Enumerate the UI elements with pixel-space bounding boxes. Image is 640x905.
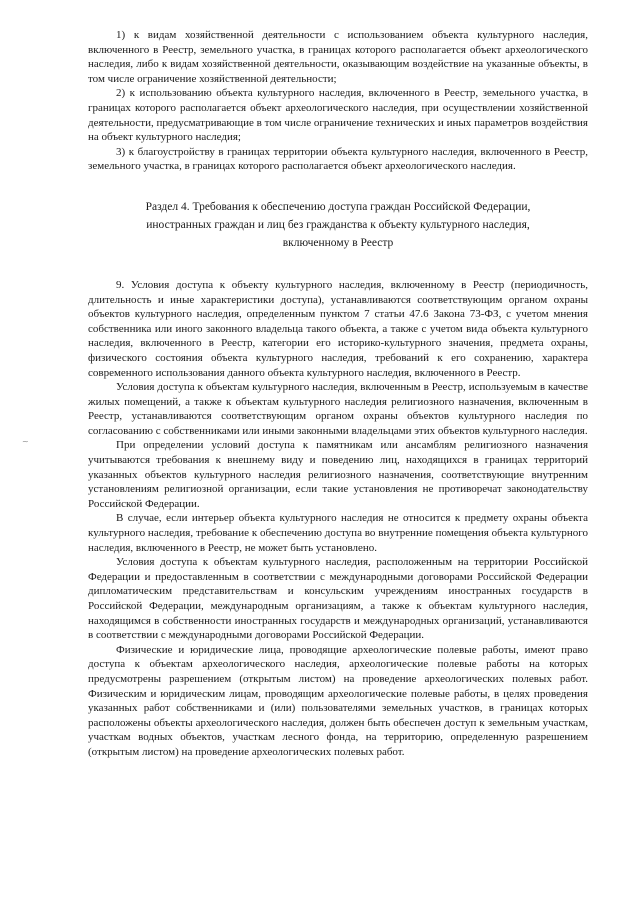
section-heading-line-1: Раздел 4. Требования к обеспечению доступа граждан Российской Федерации, [145, 200, 531, 213]
paragraph-9: 9. Условия доступа к объекту культурного наследия, включенному в Реестр (периодичность, длительность и иные характеристики доступа), устанавливаются соответствующим органом охраны объектов культурного наследия, определенным пунктом 7 статьи 47.6 Закона 73-ФЗ, с учетом мнения собственника или иного законного владельца такого объекта, а также с учетом вида объекта культурного наследия, включенного в Реестр, категории его историко-культурного значения, предмета охраны, физического состояния объекта культурного наследия, требований к его сохранению, характера современного использования данного объекта культурного наследия, включенного в Реестр. [88, 278, 588, 379]
paragraph-archaeological: Физические и юридические лица, проводящие археологические полевые работы, имеют право доступа к объектам археологического наследия, археологические полевые работы на которых предусмотрены разрешением (открытым листом) на проведение археологических полевых работ. Физическим и юридическим лицам, проводящим археологические полевые работы, в целях проведения указанных работ собственниками и (или) пользователями земельных участков, в границах которых расположены объекты археологического наследия, должен быть обеспечен доступ к земельным участкам, участкам водных объектов, участкам лесного фонда, на территорию, определенную разрешением (открытым листом) на проведение археологических полевых работ. [88, 643, 588, 758]
list-item-3: 3) к благоустройству в границах территории объекта культурного наследия, включенного в Реестр, земельного участка, в границах которого располагается объект археологического наследия. [88, 145, 588, 173]
list-item-2: 2) к использованию объекта культурного наследия, включенного в Реестр, земельного участка, в границах которого располагается объект археологического наследия, при осуществлении хозяйственной деятельности, предусматривающие в том числе ограничение технических и иных параметров воздействия на объект культурного наследия; [88, 87, 588, 144]
paragraph-religious-monuments: При определении условий доступа к памятникам или ансамблям религиозного назначения учитываются требования к внешнему виду и поведению лиц, находящихся в границах территорий указанных объектов культурного наследия религиозного назначения, соответствующие внутренним установлениям религиозной организации, если такие установления не противоречат законодательству Российской Федерации. [88, 439, 588, 510]
paragraph-diplomatic: Условия доступа к объектам культурного наследия, расположенным на территории Российской Федерации и предоставленным в соответствии с международными договорами Российской Федерации дипломатическим представительствам и консульским учреждениям иностранных государств в Российской Федерации, международным организациям, а также к объектам культурного наследия, находящимся в собственности иностранных государств и международных организаций, устанавливаются в соответствии с международными договорами Российской Федерации. [88, 556, 588, 642]
list-item-1: 1) к видам хозяйственной деятельности с использованием объекта культурного наследия, включенного в Реестр, земельного участка, в границах которого располагается объект археологического наследия, либо к видам хозяйственной деятельности, оказывающим воздействие на указанные объекты, в том числе ограничение хозяйственной деятельности; [88, 29, 588, 85]
paragraph-interior: В случае, если интерьер объекта культурного наследия не относится к предмету охраны объекта культурного наследия, требование к обеспечению доступа во внутренние помещения объекта культурного наследия, включенного в Реестр, не может быть установлено. [88, 512, 588, 554]
document-body [88, 28, 588, 760]
section-heading-line-3: включенному в Реестр [282, 236, 394, 249]
section-heading-line-2: иностранных граждан и лиц без гражданства к объекту культурного наследия, [146, 218, 530, 231]
section-heading [88, 198, 588, 252]
paragraph-residential-religious: Условия доступа к объектам культурного наследия, включенным в Реестр, используемым в качестве жилых помещений, а также к объектам культурного наследия религиозного назначения, включенным в Реестр, устанавливаются соответствующим органом охраны объектов культурного наследия по согласованию с собственниками или иными законными владельцами этих объектов культурного наследия. [88, 381, 588, 437]
margin-mark: ~ [22, 437, 29, 446]
